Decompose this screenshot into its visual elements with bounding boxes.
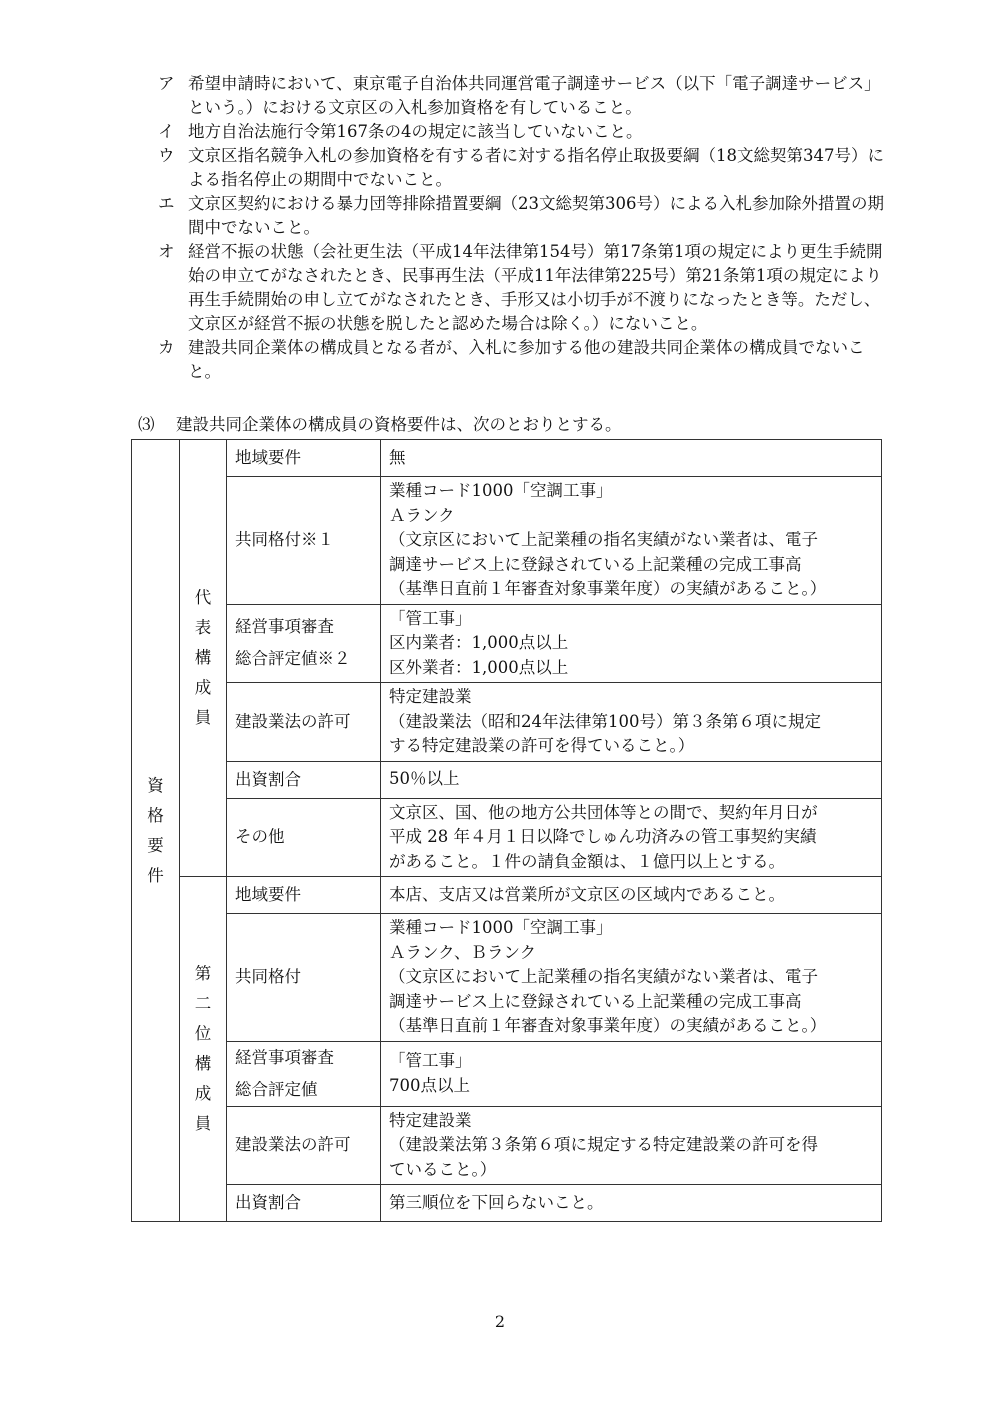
table-row <box>132 1041 882 1106</box>
table-row <box>132 683 882 762</box>
group-label-qualification: 資 格 要 件 <box>132 440 180 1222</box>
requirement-value: 本店、支店又は営業所が文京区の区域内であること。 <box>381 877 882 914</box>
requirement-value: 特定建設業 （建設業法（昭和24年法律第100号）第３条第６項に規定 する特定建設業の許可を得ていること。） <box>381 683 882 762</box>
page-number: 2 <box>494 1312 506 1331</box>
section-heading <box>138 413 622 437</box>
item-text: 希望申請時において、東京電子自治体共同運営電子調達サービス（以下「電子調達サービス」という。）における文京区の入札参加資格を有していること。 <box>188 74 881 117</box>
item-label: イ <box>158 122 175 141</box>
requirement-value: 無 <box>381 440 882 477</box>
table-row <box>132 798 882 877</box>
requirement-value: 50％以上 <box>381 761 882 798</box>
table-row <box>132 1185 882 1222</box>
item-text: 文京区指名競争入札の参加資格を有する者に対する指名停止取扱要綱（18文総契第347号）による指名停止の期間中でないこと。 <box>188 146 884 189</box>
member-label-second: 第 二 位 構 成 員 <box>180 877 227 1222</box>
section-number: ⑶ <box>138 415 155 434</box>
item-label: エ <box>158 194 175 213</box>
requirement-label: 経営事項審査 総合評定値 <box>227 1041 381 1106</box>
table-row <box>132 877 882 914</box>
requirement-label: 地域要件 <box>227 877 381 914</box>
item-text: 建設共同企業体の構成員となる者が、入札に参加する他の建設共同企業体の構成員でないこと。 <box>188 338 865 381</box>
requirement-value: 文京区、国、他の地方公共団体等との間で、契約年月日が 平成 28 年４月１日以降でしゅん功済みの管工事契約実績 があること。１件の請負金額は、１億円以上とする。 <box>381 798 882 877</box>
requirement-value: 「管工事」 700点以上 <box>381 1041 882 1106</box>
requirement-label: 建設業法の許可 <box>227 1106 381 1185</box>
requirement-label: 出資割合 <box>227 761 381 798</box>
list-item <box>158 336 884 384</box>
item-text: 経営不振の状態（会社更生法（平成14年法律第154号）第17条第1項の規定により更生手続開始の申立てがなされたとき、民事再生法（平成11年法律第225号）第21条第1項の規定により再生手続開始の申し立てがなされたとき、手形又は小切手が不渡りになったとき等。ただし、文京区が経営不振の状態を脱したと認めた場合は除く。）にないこと。 <box>188 242 883 333</box>
table-row <box>132 604 882 683</box>
section-heading-text: 建設共同企業体の構成員の資格要件は、次のとおりとする。 <box>176 415 622 434</box>
requirement-label: その他 <box>227 798 381 877</box>
requirement-value: 第三順位を下回らないこと。 <box>381 1185 882 1222</box>
list-item <box>158 120 884 144</box>
requirement-label: 経営事項審査 総合評定値※２ <box>227 604 381 683</box>
list-item <box>158 72 884 120</box>
table-row <box>132 761 882 798</box>
list-item <box>158 144 884 192</box>
requirement-label: 建設業法の許可 <box>227 683 381 762</box>
list-item <box>158 240 884 336</box>
requirement-value: 業種コード1000「空調工事」 Ａランク （文京区において上記業種の指名実績がない業者は、電子 調達サービス上に登録されている上記業種の完成工事高 （基準日直前１年審査対象事業年度）の実績があること。） <box>381 477 882 605</box>
qualification-table <box>131 439 882 1222</box>
item-text: 地方自治法施行令第167条の4の規定に該当していないこと。 <box>188 122 643 141</box>
member-label-representative: 代 表 構 成 員 <box>180 440 227 877</box>
list-item <box>158 192 884 240</box>
eligibility-items <box>158 72 884 384</box>
table-row <box>132 1106 882 1185</box>
requirement-label: 共同格付 <box>227 914 381 1042</box>
requirement-value: 業種コード1000「空調工事」 Ａランク、Ｂランク （文京区において上記業種の指名実績がない業者は、電子 調達サービス上に登録されている上記業種の完成工事高 （基準日直前１年審査対象事業年度）の実績があること。） <box>381 914 882 1042</box>
item-label: オ <box>158 242 175 261</box>
requirement-label: 共同格付※１ <box>227 477 381 605</box>
table-row <box>132 440 882 477</box>
item-label: ウ <box>158 146 175 165</box>
requirement-value: 特定建設業 （建設業法第３条第６項に規定する特定建設業の許可を得 ていること。） <box>381 1106 882 1185</box>
item-text: 文京区契約における暴力団等排除措置要綱（23文総契第306号）による入札参加除外措置の期間中でないこと。 <box>188 194 884 237</box>
requirement-label: 出資割合 <box>227 1185 381 1222</box>
table-row <box>132 914 882 1042</box>
table-row <box>132 477 882 605</box>
requirement-label: 地域要件 <box>227 440 381 477</box>
requirement-value: 「管工事」 区内業者：1,000点以上 区外業者：1,000点以上 <box>381 604 882 683</box>
item-label: カ <box>158 338 175 357</box>
item-label: ア <box>158 74 175 93</box>
